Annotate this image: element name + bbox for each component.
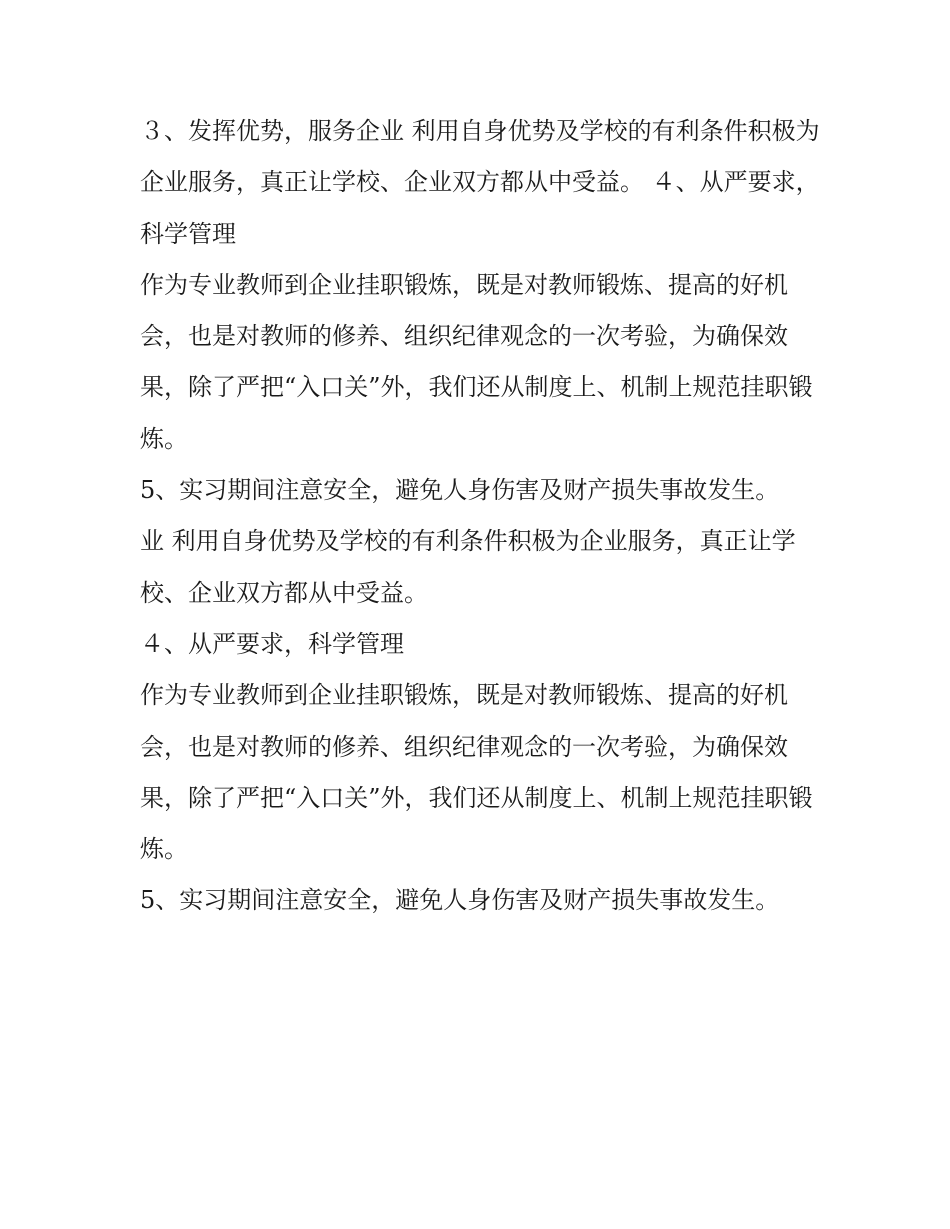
paragraph-strict-management: ４、从严要求，科学管理 — [140, 629, 404, 658]
paragraph-repeat-service: 业 利用自身优势及学校的有利条件积极为企业服务，真正让学校、企业双方都从中受益。 — [140, 527, 796, 607]
paragraph-teacher-placement: 作为专业教师到企业挂职锻炼，既是对教师锻炼、提高的好机会，也是对教师的修养、组织纪律观念的一次考验，为确保效果，除了严把“入口关”外，我们还从制度上、机制上规范挂职锻炼。 — [140, 270, 813, 453]
document-body — [140, 106, 820, 927]
paragraph-advantage-service: ３、发挥优势，服务企业 利用自身优势及学校的有利条件积极为企业服务，真正让学校、企业双方都从中受益。 ４、从严要求，科学管理 — [140, 117, 820, 248]
paragraph-safety: 5、实习期间注意安全，避免人身伤害及财产损失事故发生。 — [140, 476, 780, 505]
paragraph-teacher-placement-repeat: 作为专业教师到企业挂职锻炼，既是对教师锻炼、提高的好机会，也是对教师的修养、组织纪律观念的一次考验，为确保效果，除了严把“入口关”外，我们还从制度上、机制上规范挂职锻炼。 — [140, 681, 813, 864]
paragraph-safety-repeat: 5、实习期间注意安全，避免人身伤害及财产损失事故发生。 — [140, 886, 780, 915]
